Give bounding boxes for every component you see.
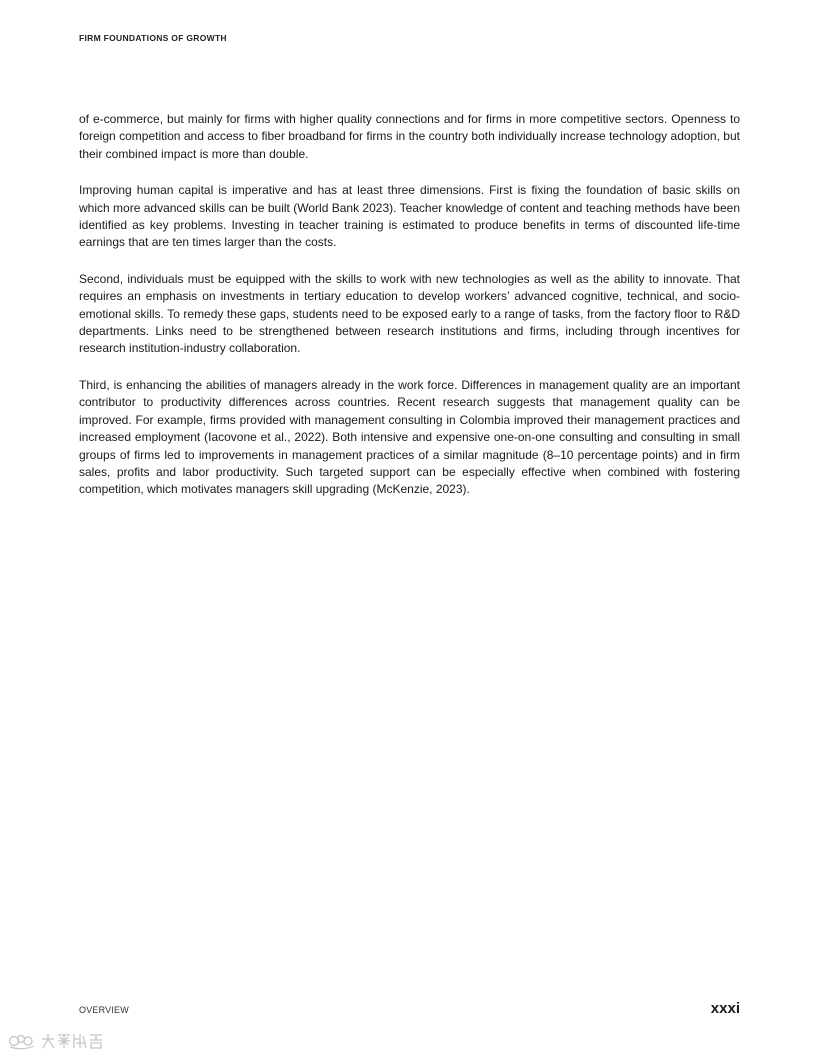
paragraph: Improving human capital is imperative and has at least three dimensions. First is fixing the foundation of basic skills on which more advanced skills can be built (World Bank 2023). Teacher knowledge of content and teaching methods have been identified as key problems. Investing in teacher training is estimated to produce benefits in terms of discounted life-time earnings that are ten times larger than the costs.	[79, 183, 740, 250]
body-text	[79, 111, 740, 518]
running-header: FIRM FOUNDATIONS OF GROWTH	[79, 33, 227, 43]
watermark-text-mark	[40, 1031, 106, 1051]
watermark	[8, 1030, 106, 1052]
paragraph: Second, individuals must be equipped with the skills to work with new technologies as well as the ability to innovate. That requires an emphasis on investments in tertiary education to develop workers’ advanced cognitive, technical, and socio-emotional skills. To remedy these gaps, students need to be exposed early to a range of tasks, from the factory floor to R&D departments. Links need to be strengthened between research institutions and firms, including through incentives for research institution-industry collaboration.	[79, 271, 740, 356]
footer-section-label: OVERVIEW	[79, 1005, 129, 1015]
watermark-logo-icon	[8, 1032, 36, 1050]
paragraph: of e-commerce, but mainly for firms with higher quality connections and for firms in more competitive sectors. Openness to foreign competition and access to fiber broadband for firms in the country both individually increase technology adoption, but their combined impact is more than double.	[79, 112, 740, 161]
page-number: xxxi	[710, 1000, 740, 1017]
paragraph: Third, is enhancing the abilities of managers already in the work force. Differences in management quality are an important contributor to productivity differences across countries. Recent research suggests that management quality can be improved. For example, firms provided with management consulting in Colombia improved their management practices and increased employment (Iacovone et al., 2022). Both intensive and expensive one-on-one consulting and consulting in small groups of firms led to improvements in management practices of a similar magnitude (8–10 percentage points) and in firm sales, profits and labor productivity. Such targeted support can be especially effective when combined with fostering competition, which motivates managers skill upgrading (McKenzie, 2023).	[79, 377, 740, 497]
